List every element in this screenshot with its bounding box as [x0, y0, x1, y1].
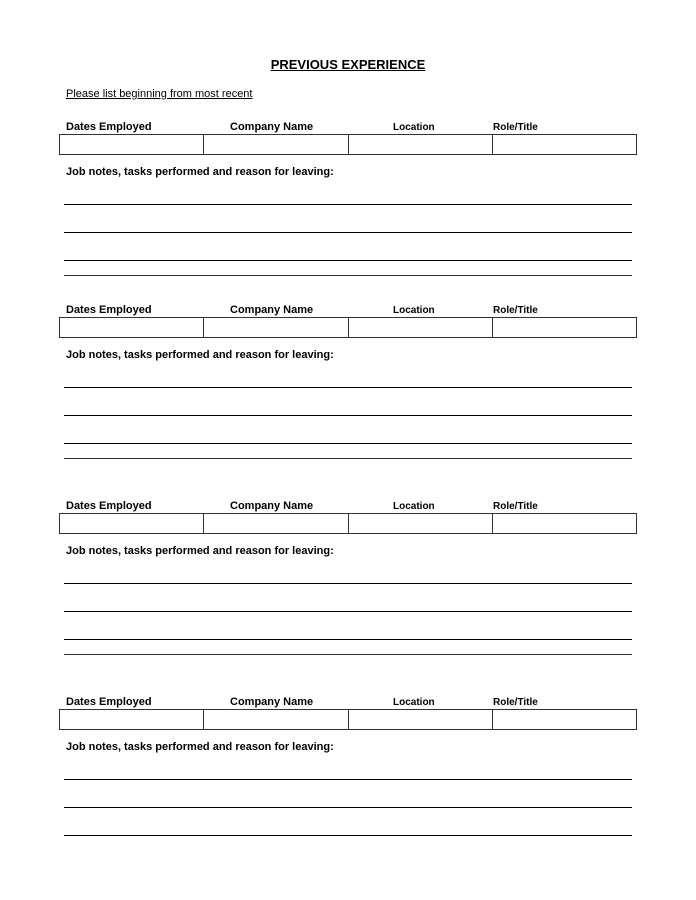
dates-employed-field[interactable]: [60, 318, 204, 337]
employment-row: [59, 317, 637, 338]
dates-employed-label: Dates Employed: [66, 500, 152, 512]
job-notes-label: Job notes, tasks performed and reason for leaving:: [66, 166, 334, 178]
location-label: Location: [393, 122, 435, 133]
dates-employed-field[interactable]: [60, 135, 204, 154]
notes-line[interactable]: [64, 639, 632, 640]
company-name-field[interactable]: [204, 135, 348, 154]
notes-line[interactable]: [64, 807, 632, 808]
dates-employed-field[interactable]: [60, 710, 204, 729]
employment-row: [59, 709, 637, 730]
page-subtitle: Please list beginning from most recent: [66, 88, 253, 100]
employment-row: [59, 134, 637, 155]
role-title-label: Role/Title: [493, 305, 538, 316]
company-name-label: Company Name: [230, 500, 314, 512]
location-label: Location: [393, 697, 435, 708]
job-notes-label: Job notes, tasks performed and reason for leaving:: [66, 545, 334, 557]
location-field[interactable]: [349, 135, 493, 154]
location-label: Location: [393, 501, 435, 512]
role-title-field[interactable]: [493, 514, 636, 533]
location-field[interactable]: [349, 514, 493, 533]
job-notes-label: Job notes, tasks performed and reason for leaving:: [66, 349, 334, 361]
dates-employed-label: Dates Employed: [66, 121, 152, 133]
notes-line[interactable]: [64, 387, 632, 388]
section-divider: [64, 275, 632, 276]
employment-row: [59, 513, 637, 534]
location-label: Location: [393, 305, 435, 316]
notes-line[interactable]: [64, 835, 632, 836]
section-divider: [64, 654, 632, 655]
notes-line[interactable]: [64, 611, 632, 612]
role-title-label: Role/Title: [493, 122, 538, 133]
company-name-label: Company Name: [230, 304, 314, 316]
location-field[interactable]: [349, 318, 493, 337]
company-name-label: Company Name: [230, 696, 314, 708]
company-name-label: Company Name: [230, 121, 314, 133]
notes-line[interactable]: [64, 583, 632, 584]
company-name-field[interactable]: [204, 710, 348, 729]
notes-line[interactable]: [64, 204, 632, 205]
section-divider: [64, 458, 632, 459]
dates-employed-label: Dates Employed: [66, 696, 152, 708]
dates-employed-field[interactable]: [60, 514, 204, 533]
notes-line[interactable]: [64, 232, 632, 233]
job-notes-label: Job notes, tasks performed and reason for leaving:: [66, 741, 334, 753]
page-title: PREVIOUS EXPERIENCE: [270, 57, 426, 72]
role-title-label: Role/Title: [493, 501, 538, 512]
role-title-field[interactable]: [493, 318, 636, 337]
company-name-field[interactable]: [204, 318, 348, 337]
role-title-label: Role/Title: [493, 697, 538, 708]
role-title-field[interactable]: [493, 135, 636, 154]
company-name-field[interactable]: [204, 514, 348, 533]
notes-line[interactable]: [64, 415, 632, 416]
role-title-field[interactable]: [493, 710, 636, 729]
location-field[interactable]: [349, 710, 493, 729]
notes-line[interactable]: [64, 260, 632, 261]
notes-line[interactable]: [64, 779, 632, 780]
dates-employed-label: Dates Employed: [66, 304, 152, 316]
notes-line[interactable]: [64, 443, 632, 444]
